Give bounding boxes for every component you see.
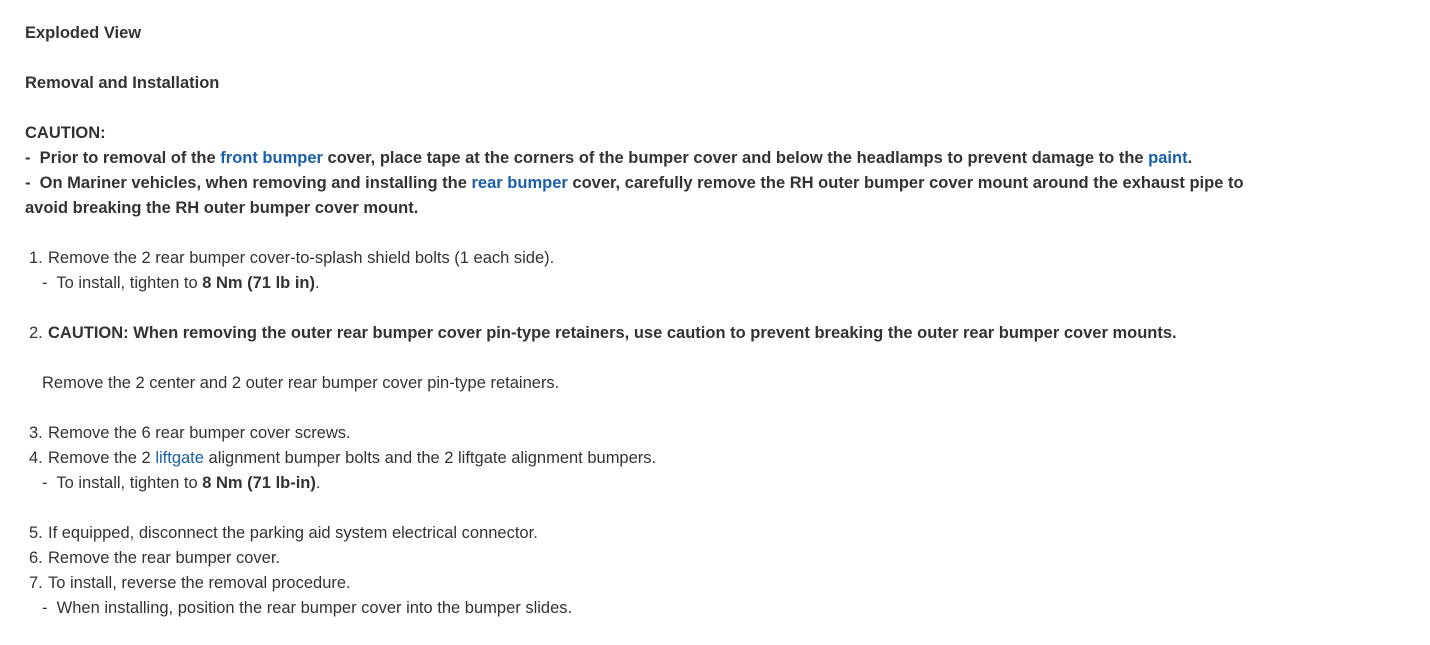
step-number: 7. [29, 574, 43, 592]
step-text: Remove the rear bumper cover. [48, 549, 281, 567]
step-1-note [25, 271, 1430, 296]
caution-text: - On Mariner vehicles, when removing and installing the [25, 174, 472, 192]
paint-link[interactable]: paint [1148, 149, 1188, 167]
spacer [25, 221, 1430, 246]
step-6-line [25, 546, 1430, 571]
step-7-note: - When installing, position the rear bumper cover into the bumper slides. [42, 599, 573, 617]
caution-heading: CAUTION: [25, 124, 106, 142]
caution-text: . [1187, 149, 1193, 167]
step-7-line [25, 571, 1430, 596]
step-4-note [25, 471, 1430, 496]
step-text: Remove the 2 [48, 449, 156, 467]
note-text: - To install, tighten to [42, 274, 203, 292]
caution-text: - Prior to removal of the [25, 149, 221, 167]
spacer [25, 46, 1430, 71]
step-3-line [25, 421, 1430, 446]
step-number: 4. [29, 449, 43, 467]
heading-exploded-view: Exploded View [25, 24, 142, 42]
step-text: alignment bumper bolts and the 2 liftgate alignment bumpers. [203, 449, 657, 467]
spacer [25, 346, 1430, 371]
step-4 [25, 446, 1430, 496]
step-text: To install, reverse the removal procedure. [48, 574, 351, 592]
step-7 [25, 571, 1430, 621]
step-text: If equipped, disconnect the parking aid system electrical connector. [48, 524, 538, 542]
step-text: Remove the 6 rear bumper cover screws. [48, 424, 351, 442]
step-text: Remove the 2 rear bumper cover-to-splash shield bolts (1 each side). [48, 249, 555, 267]
heading-removal-installation: Removal and Installation [25, 74, 220, 92]
torque-value: 8 Nm (71 lb in) [202, 274, 315, 292]
caution-text: cover, place tape at the corners of the bumper cover and below the headlamps to prevent damage to the [322, 149, 1149, 167]
caution-block [25, 121, 1430, 221]
step-4-line [25, 446, 1430, 471]
step-5 [25, 521, 1430, 546]
caution-text: cover, carefully remove the RH outer bumper cover mount around the exhaust pipe to avoid breaking the RH outer bumper cover mount. [25, 174, 1244, 217]
liftgate-link[interactable]: liftgate [155, 449, 204, 467]
step-1 [25, 246, 1430, 296]
caution-item-rear-bumper [25, 171, 1255, 221]
spacer [25, 296, 1430, 321]
step-number: 6. [29, 549, 43, 567]
note-text: . [315, 474, 321, 492]
step-caution: CAUTION: When removing the outer rear bumper cover pin-type retainers, use caution to prevent breaking the outer rear bumper cover mounts. [48, 324, 1177, 342]
step-6 [25, 546, 1430, 571]
note-text: - To install, tighten to [42, 474, 203, 492]
step-5-line [25, 521, 1430, 546]
spacer [25, 496, 1430, 521]
step-number: 2. [29, 324, 43, 342]
step-number: 3. [29, 424, 43, 442]
torque-value: 8 Nm (71 lb-in) [202, 474, 316, 492]
step-number: 1. [29, 249, 43, 267]
step-number: 5. [29, 524, 43, 542]
caution-item-front-bumper [25, 146, 1430, 171]
front-bumper-link[interactable]: front bumper [220, 149, 323, 167]
spacer [25, 396, 1430, 421]
note-text: . [314, 274, 320, 292]
step-2-text: Remove the 2 center and 2 outer rear bumper cover pin-type retainers. [42, 374, 560, 392]
step-2-caution-line [25, 321, 1430, 346]
step-2 [25, 321, 1430, 396]
rear-bumper-link[interactable]: rear bumper [471, 174, 568, 192]
step-3 [25, 421, 1430, 446]
spacer [25, 96, 1430, 121]
step-1-line [25, 246, 1430, 271]
